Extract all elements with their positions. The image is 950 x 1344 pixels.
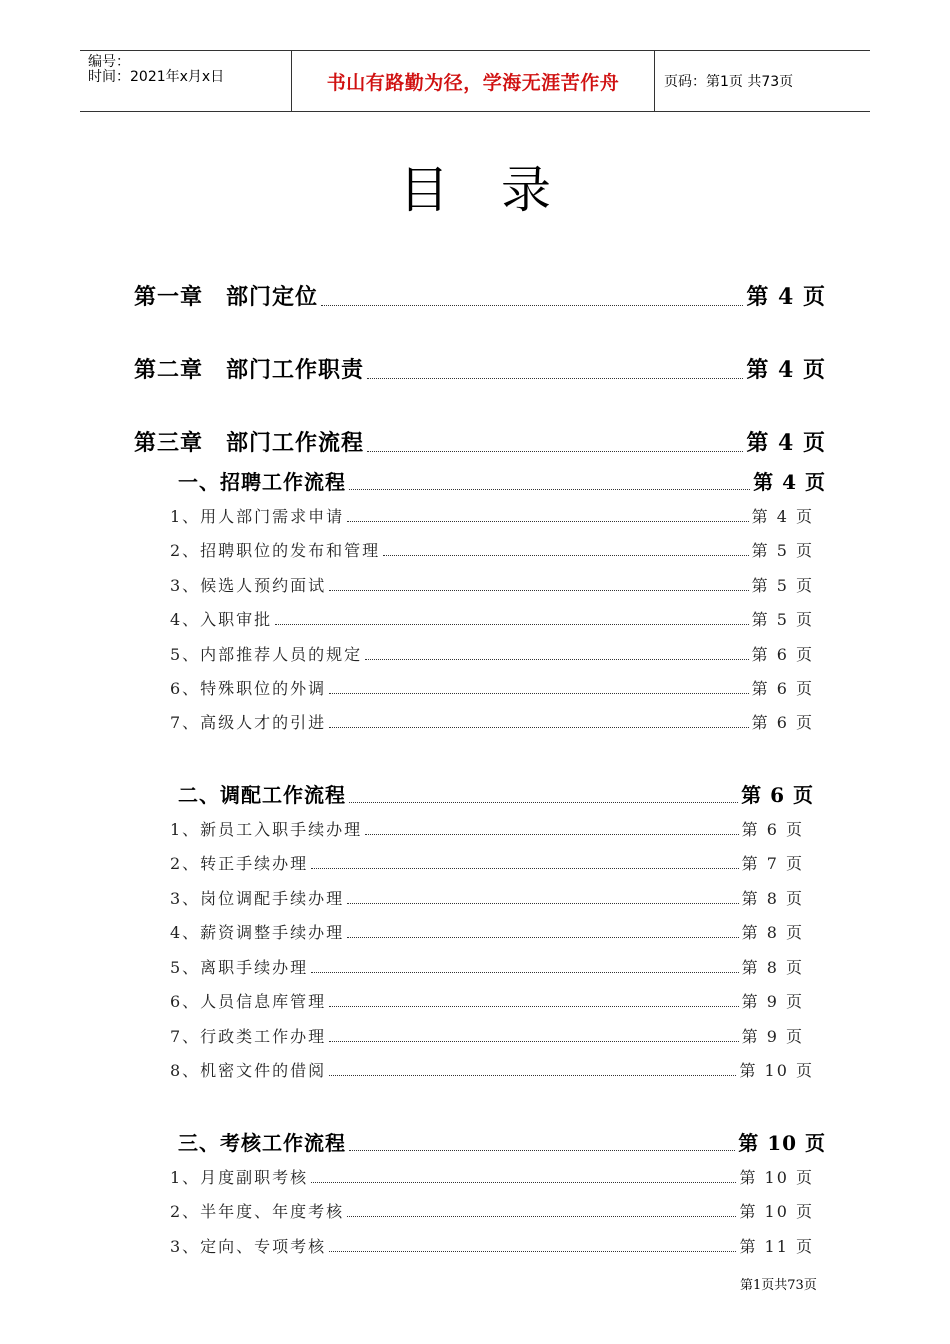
- toc-label: 1、用人部门需求申请: [170, 507, 345, 526]
- toc-label: 4、入职审批: [170, 610, 273, 629]
- toc-leader: [329, 1005, 738, 1007]
- toc-entry[interactable]: [170, 851, 804, 874]
- toc-page: 第 6 页: [741, 820, 804, 839]
- header-meta: [88, 55, 224, 85]
- toc-entry[interactable]: [170, 710, 814, 733]
- toc-entry[interactable]: [170, 1165, 814, 1188]
- toc-leader: [311, 1181, 736, 1183]
- toc-entry[interactable]: [170, 955, 804, 978]
- toc-label: 三、考核工作流程: [178, 1131, 346, 1155]
- toc-leader: [349, 1149, 735, 1151]
- toc-page: 第 9 页: [741, 992, 804, 1011]
- toc-leader: [383, 554, 748, 556]
- toc-leader: [329, 726, 748, 728]
- toc-page: 第 7 页: [741, 854, 804, 873]
- toc-label: 7、行政类工作办理: [170, 1027, 327, 1046]
- toc-entry[interactable]: [170, 504, 814, 527]
- toc-page: 第 8 页: [741, 923, 804, 942]
- toc-entry[interactable]: [170, 1199, 814, 1222]
- toc-leader: [365, 833, 738, 835]
- toc-entry[interactable]: [170, 1024, 804, 1047]
- toc-label: 3、候选人预约面试: [170, 576, 327, 595]
- toc-leader: [329, 692, 748, 694]
- toc-label: 3、定向、专项考核: [170, 1237, 327, 1256]
- toc-label: 4、薪资调整手续办理: [170, 923, 345, 942]
- toc-page: 第 4 页: [751, 507, 814, 526]
- toc-label: 5、内部推荐人员的规定: [170, 645, 363, 664]
- toc-leader: [367, 377, 743, 379]
- toc-label: 8、机密文件的借阅: [170, 1061, 327, 1080]
- toc-page: 第 5 页: [751, 576, 814, 595]
- toc-label: 第一章 部门定位: [134, 284, 319, 310]
- toc-entry[interactable]: [170, 538, 814, 561]
- code-label: 编号：: [88, 54, 130, 70]
- toc-entry[interactable]: [170, 886, 804, 909]
- toc-leader: [329, 589, 748, 591]
- toc-label: 2、转正手续办理: [170, 854, 309, 873]
- toc-page: 第 6 页: [751, 679, 814, 698]
- toc-leader: [349, 801, 738, 803]
- toc-leader: [329, 1250, 736, 1252]
- page-footer: 第1页共73页: [740, 1278, 817, 1293]
- toc-leader: [329, 1074, 736, 1076]
- toc-leader: [347, 936, 738, 938]
- toc-entry[interactable]: [170, 920, 804, 943]
- toc-label: 2、招聘职位的发布和管理: [170, 541, 381, 560]
- toc-leader: [347, 1215, 736, 1217]
- toc-leader: [347, 902, 738, 904]
- toc-page: 第 9 页: [741, 1027, 804, 1046]
- toc-leader: [367, 450, 743, 452]
- toc-entry[interactable]: [178, 779, 814, 808]
- toc-label: 5、离职手续办理: [170, 958, 309, 977]
- toc-page: 第 4 页: [746, 357, 826, 383]
- toc-page: 第 6 页: [751, 713, 814, 732]
- toc-page: 第 4 页: [746, 284, 826, 310]
- toc-label: 第三章 部门工作流程: [134, 430, 365, 456]
- toc-entry[interactable]: [170, 817, 804, 840]
- toc-page: 第 5 页: [751, 541, 814, 560]
- toc-page: 第 4 页: [746, 430, 826, 456]
- toc-label: 6、人员信息库管理: [170, 992, 327, 1011]
- toc-label: 7、高级人才的引进: [170, 713, 327, 732]
- page-header: [80, 50, 870, 112]
- toc-label: 1、新员工入职手续办理: [170, 820, 363, 839]
- toc-leader: [321, 304, 743, 306]
- toc-entry[interactable]: [170, 642, 814, 665]
- toc-label: 一、招聘工作流程: [178, 470, 346, 494]
- time-label: 时间：2021年x月x日: [88, 69, 225, 85]
- header-page-info: 页码：第1页 共73页: [664, 74, 794, 90]
- toc-entry[interactable]: [134, 280, 826, 311]
- toc-label: 2、半年度、年度考核: [170, 1202, 345, 1221]
- toc-leader: [275, 623, 748, 625]
- toc-label: 3、岗位调配手续办理: [170, 889, 345, 908]
- toc-page: 第 11 页: [739, 1237, 814, 1256]
- toc-page: 第 10 页: [739, 1202, 814, 1221]
- toc-entry[interactable]: [178, 1127, 826, 1156]
- toc-label: 第二章 部门工作职责: [134, 357, 365, 383]
- toc-entry[interactable]: [134, 426, 826, 457]
- toc-entry[interactable]: [134, 353, 826, 384]
- toc-page: 第 10 页: [739, 1061, 814, 1080]
- toc-label: 1、月度副职考核: [170, 1168, 309, 1187]
- toc-leader: [311, 971, 738, 973]
- toc-page: 第 6 页: [741, 783, 814, 807]
- toc-entry[interactable]: [170, 573, 814, 596]
- toc-page: 第 4 页: [753, 470, 826, 494]
- toc-label: 二、调配工作流程: [178, 783, 346, 807]
- toc-page: 第 6 页: [751, 645, 814, 664]
- toc-entry[interactable]: [170, 676, 814, 699]
- toc-page: 第 10 页: [739, 1168, 814, 1187]
- page-title: 目录: [399, 161, 603, 219]
- toc-entry[interactable]: [170, 607, 814, 630]
- toc-entry[interactable]: [178, 466, 826, 495]
- toc-leader: [329, 1040, 738, 1042]
- toc-label: 6、特殊职位的外调: [170, 679, 327, 698]
- toc-leader: [311, 867, 738, 869]
- toc-leader: [349, 488, 750, 490]
- toc-leader: [365, 658, 748, 660]
- toc-page: 第 8 页: [741, 889, 804, 908]
- toc-entry[interactable]: [170, 1058, 814, 1081]
- toc-leader: [347, 520, 748, 522]
- toc-page: 第 10 页: [738, 1131, 826, 1155]
- toc-entry[interactable]: [170, 1234, 814, 1257]
- toc-entry[interactable]: [170, 989, 804, 1012]
- toc-page: 第 5 页: [751, 610, 814, 629]
- toc-page: 第 8 页: [741, 958, 804, 977]
- header-slogan: 书山有路勤为径，学海无涯苦作舟: [291, 51, 655, 111]
